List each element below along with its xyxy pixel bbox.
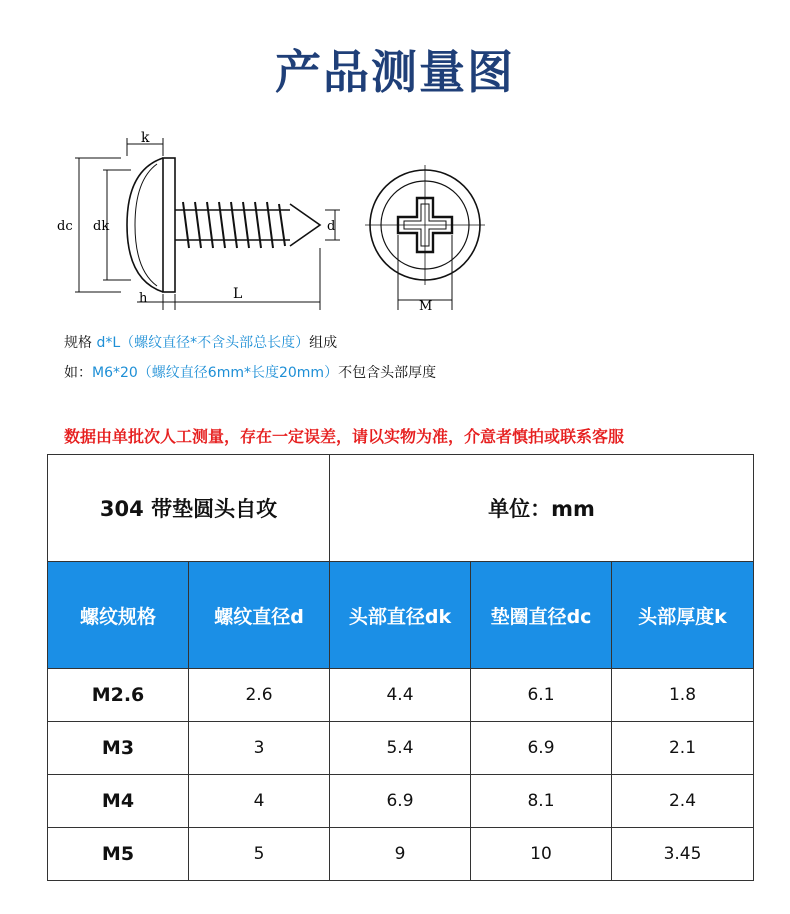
cell-dc: 6.9 [471, 722, 612, 775]
cell-d: 3 [189, 722, 330, 775]
label-M: M [419, 299, 433, 310]
cell-d: 2.6 [189, 669, 330, 722]
cell-d: 4 [189, 775, 330, 828]
example-description: 如：M6*20（螺纹直径6mm*长度20mm）不包含头部厚度 [64, 365, 437, 381]
unit-label: 单位：mm [330, 455, 754, 562]
label-dk: dk [93, 219, 110, 234]
cell-d: 5 [189, 828, 330, 881]
table-row [48, 669, 754, 722]
label-d: d [327, 219, 336, 234]
page-title: 产品测量图 [275, 45, 515, 99]
cell-dc: 8.1 [471, 775, 612, 828]
cell-spec: M3 [48, 722, 189, 775]
table-header-row [48, 562, 754, 669]
table-row [48, 722, 754, 775]
screw-measurement-diagram [55, 130, 485, 310]
cell-dk: 6.9 [330, 775, 471, 828]
size-table [47, 454, 754, 881]
header-head-thickness: 头部厚度k [612, 562, 754, 669]
label-h: h [139, 291, 148, 306]
header-head-diameter: 头部直径dk [330, 562, 471, 669]
cell-spec: M2.6 [48, 669, 189, 722]
cell-spec: M5 [48, 828, 189, 881]
screw-side-view [75, 138, 340, 310]
header-thread-diameter: 螺纹直径d [189, 562, 330, 669]
table-row [48, 828, 754, 881]
table-title-row [48, 455, 754, 562]
screw-top-view [365, 165, 485, 310]
cell-k: 2.4 [612, 775, 754, 828]
cell-dc: 10 [471, 828, 612, 881]
cell-k: 3.45 [612, 828, 754, 881]
cell-dk: 9 [330, 828, 471, 881]
warning-note: 数据由单批次人工测量，存在一定误差，请以实物为准，介意者慎拍或联系客服 [64, 427, 625, 446]
cell-dk: 5.4 [330, 722, 471, 775]
label-k: k [141, 130, 150, 146]
cell-spec: M4 [48, 775, 189, 828]
header-spec: 螺纹规格 [48, 562, 189, 669]
label-L: L [233, 286, 243, 302]
table-row [48, 775, 754, 828]
cell-dk: 4.4 [330, 669, 471, 722]
cell-dc: 6.1 [471, 669, 612, 722]
product-name: 304 带垫圆头自攻 [48, 455, 330, 562]
header-washer-diameter: 垫圈直径dc [471, 562, 612, 669]
cell-k: 2.1 [612, 722, 754, 775]
label-dc: dc [57, 219, 73, 234]
cell-k: 1.8 [612, 669, 754, 722]
spec-description: 规格 d*L（螺纹直径*不含头部总长度）组成 [64, 335, 338, 351]
